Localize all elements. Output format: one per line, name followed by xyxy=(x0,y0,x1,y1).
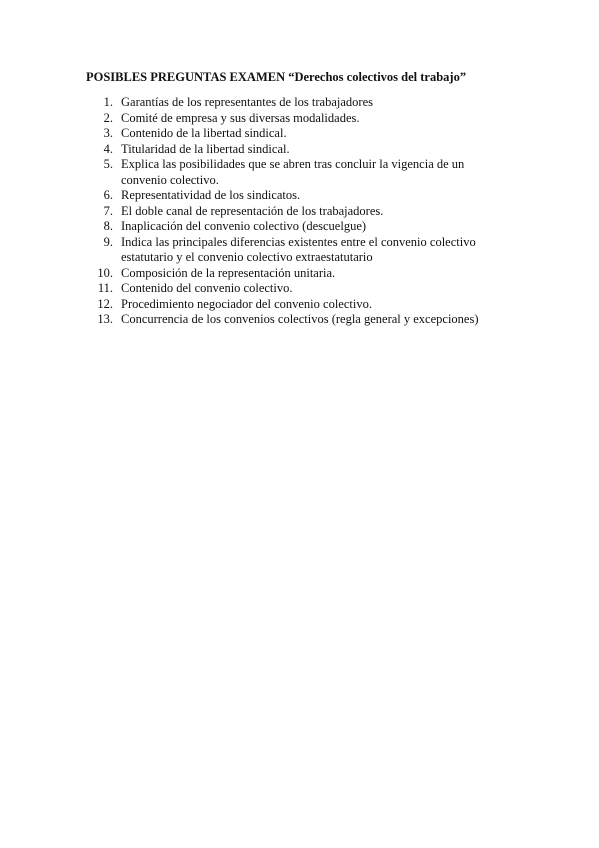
item-number: 3. xyxy=(103,126,113,140)
item-number: 5. xyxy=(103,157,113,171)
item-text: Inaplicación del convenio colectivo (descuelgue) xyxy=(121,219,367,233)
list-item xyxy=(0,188,599,204)
item-text: Contenido del convenio colectivo. xyxy=(121,281,293,295)
list-item xyxy=(0,235,599,266)
list-item xyxy=(0,142,599,158)
item-number: 10. xyxy=(97,265,113,280)
item-number: 7. xyxy=(103,203,113,218)
question-list xyxy=(0,95,599,328)
item-number: 8. xyxy=(103,219,113,233)
list-item xyxy=(0,157,599,188)
list-item xyxy=(0,266,599,282)
list-item xyxy=(0,111,599,127)
item-text: Indica las principales diferencias existentes entre el convenio colectivo estatutario y el convenio colectivo extraestatutario xyxy=(121,234,476,264)
item-text: Concurrencia de los convenios colectivos (regla general y excepciones) xyxy=(121,312,479,326)
item-number: 6. xyxy=(103,188,113,202)
item-text: Explica las posibilidades que se abren tras concluir la vigencia de un convenio colectivo. xyxy=(121,157,465,187)
list-item xyxy=(0,297,599,313)
list-item xyxy=(0,95,599,111)
item-number: 2. xyxy=(103,110,113,125)
document-title: POSIBLES PREGUNTAS EXAMEN “Derechos colectivos del trabajo” xyxy=(86,70,467,84)
item-number: 11. xyxy=(97,281,113,295)
item-text: Titularidad de la libertad sindical. xyxy=(121,141,290,156)
item-number: 4. xyxy=(103,141,113,156)
list-item xyxy=(0,126,599,142)
item-number: 1. xyxy=(103,95,113,109)
list-item xyxy=(0,281,599,297)
item-text: Representatividad de los sindicatos. xyxy=(121,188,301,202)
list-item xyxy=(0,312,599,328)
item-number: 13. xyxy=(97,312,113,326)
item-text: Garantías de los representantes de los trabajadores xyxy=(121,95,373,109)
item-text: Composición de la representación unitaria. xyxy=(121,265,336,280)
list-item xyxy=(0,204,599,220)
item-text: Contenido de la libertad sindical. xyxy=(121,126,287,140)
item-number: 9. xyxy=(103,234,113,249)
item-number: 12. xyxy=(97,296,113,311)
item-text: Procedimiento negociador del convenio colectivo. xyxy=(121,296,372,311)
list-item xyxy=(0,219,599,235)
item-text: Comité de empresa y sus diversas modalidades. xyxy=(121,110,360,125)
item-text: El doble canal de representación de los trabajadores. xyxy=(121,203,384,218)
